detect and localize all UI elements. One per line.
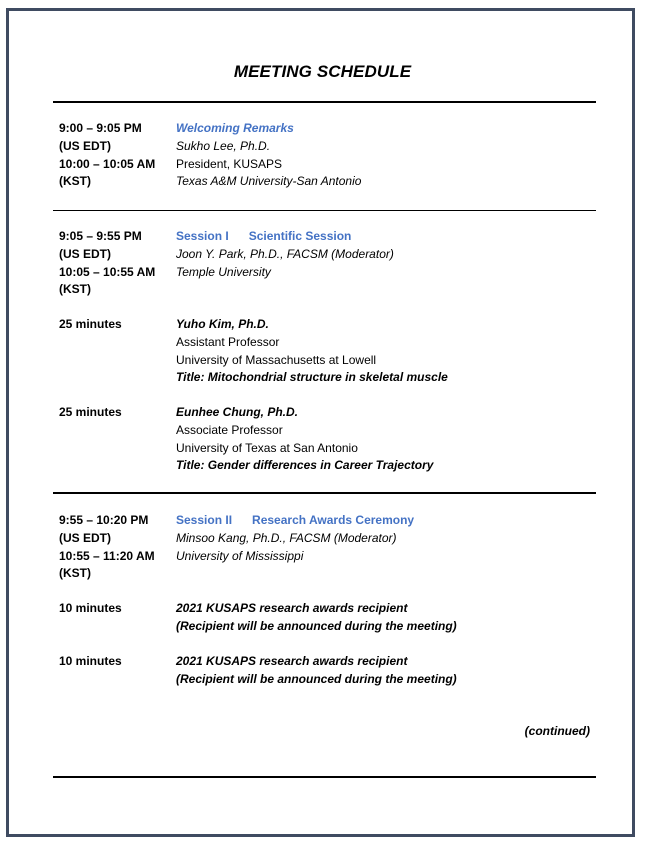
continued-note: (continued) xyxy=(524,724,590,738)
award-line1: 2021 KUSAPS research awards recipient xyxy=(176,654,408,668)
time-kst: 10:55 – 11:20 AM xyxy=(59,548,155,563)
timezone-kst: (KST) xyxy=(59,174,91,189)
talk-detail xyxy=(176,316,448,387)
talk-duration: 25 minutes xyxy=(59,405,122,419)
session1-heading xyxy=(176,228,394,246)
time-us: 9:00 – 9:05 PM xyxy=(59,121,142,135)
time-us: 9:05 – 9:55 PM xyxy=(59,229,142,243)
session1-detail xyxy=(176,228,394,299)
talk-speaker: Eunhee Chung, Ph.D. xyxy=(176,405,298,419)
timezone-kst: (KST) xyxy=(59,282,91,297)
talk-affiliation: University of Texas at San Antonio xyxy=(176,440,358,455)
award-duration: 10 minutes xyxy=(59,654,122,668)
talk-title: Title: Mitochondrial structure in skeletal muscle xyxy=(176,370,448,385)
award-line2: (Recipient will be announced during the meeting) xyxy=(176,618,457,633)
award-line2: (Recipient will be announced during the meeting) xyxy=(176,671,457,686)
session1-block xyxy=(59,228,599,299)
divider-bottom xyxy=(53,776,596,778)
session2-time xyxy=(59,512,176,583)
talk-title: Title: Gender differences in Career Trajectory xyxy=(176,458,434,473)
time-us: 9:55 – 10:20 PM xyxy=(59,513,149,527)
session2-block xyxy=(59,512,599,583)
session-name: Research Awards Ceremony xyxy=(252,513,415,527)
welcome-heading: Welcoming Remarks xyxy=(176,121,294,135)
session2-moderator: Minsoo Kang, Ph.D., FACSM (Moderator) xyxy=(176,530,397,545)
welcome-speaker: Sukho Lee, Ph.D. xyxy=(176,138,271,153)
page-title: MEETING SCHEDULE xyxy=(233,62,412,81)
session1-time xyxy=(59,228,176,299)
talk-item xyxy=(59,316,599,387)
session2-detail xyxy=(176,512,414,583)
talk-detail xyxy=(176,404,433,475)
award-item xyxy=(59,653,599,689)
welcome-detail xyxy=(176,120,361,191)
timezone-us: (US EDT) xyxy=(59,246,111,261)
session-label: Session I xyxy=(176,229,229,243)
talk-speaker: Yuho Kim, Ph.D. xyxy=(176,317,269,331)
divider-top xyxy=(53,101,596,103)
divider-session1 xyxy=(53,492,596,494)
timezone-kst: (KST) xyxy=(59,566,91,581)
award-detail xyxy=(176,653,457,689)
session1-moderator-affiliation: Temple University xyxy=(176,264,271,279)
time-kst: 10:05 – 10:55 AM xyxy=(59,264,156,279)
welcome-affiliation: Texas A&M University-San Antonio xyxy=(176,174,362,189)
session-name: Scientific Session xyxy=(248,229,352,243)
welcome-time xyxy=(59,120,176,191)
talk-item xyxy=(59,404,599,475)
session2-moderator-affiliation: University of Mississippi xyxy=(176,548,304,563)
award-duration: 10 minutes xyxy=(59,601,122,615)
talk-position: Associate Professor xyxy=(176,422,283,437)
timezone-us: (US EDT) xyxy=(59,138,111,153)
award-item xyxy=(59,600,599,636)
welcome-block xyxy=(59,120,599,191)
timezone-us: (US EDT) xyxy=(59,530,111,545)
talk-affiliation: University of Massachusetts at Lowell xyxy=(176,352,377,367)
session1-moderator: Joon Y. Park, Ph.D., FACSM (Moderator) xyxy=(176,246,394,261)
welcome-role: President, KUSAPS xyxy=(176,156,283,171)
award-detail xyxy=(176,600,457,636)
talk-duration: 25 minutes xyxy=(59,317,122,331)
time-kst: 10:00 – 10:05 AM xyxy=(59,156,156,171)
session-label: Session II xyxy=(176,513,233,527)
session2-heading xyxy=(176,512,414,530)
talk-position: Assistant Professor xyxy=(176,334,280,349)
award-line1: 2021 KUSAPS research awards recipient xyxy=(176,601,408,615)
divider-welcome xyxy=(53,210,596,211)
